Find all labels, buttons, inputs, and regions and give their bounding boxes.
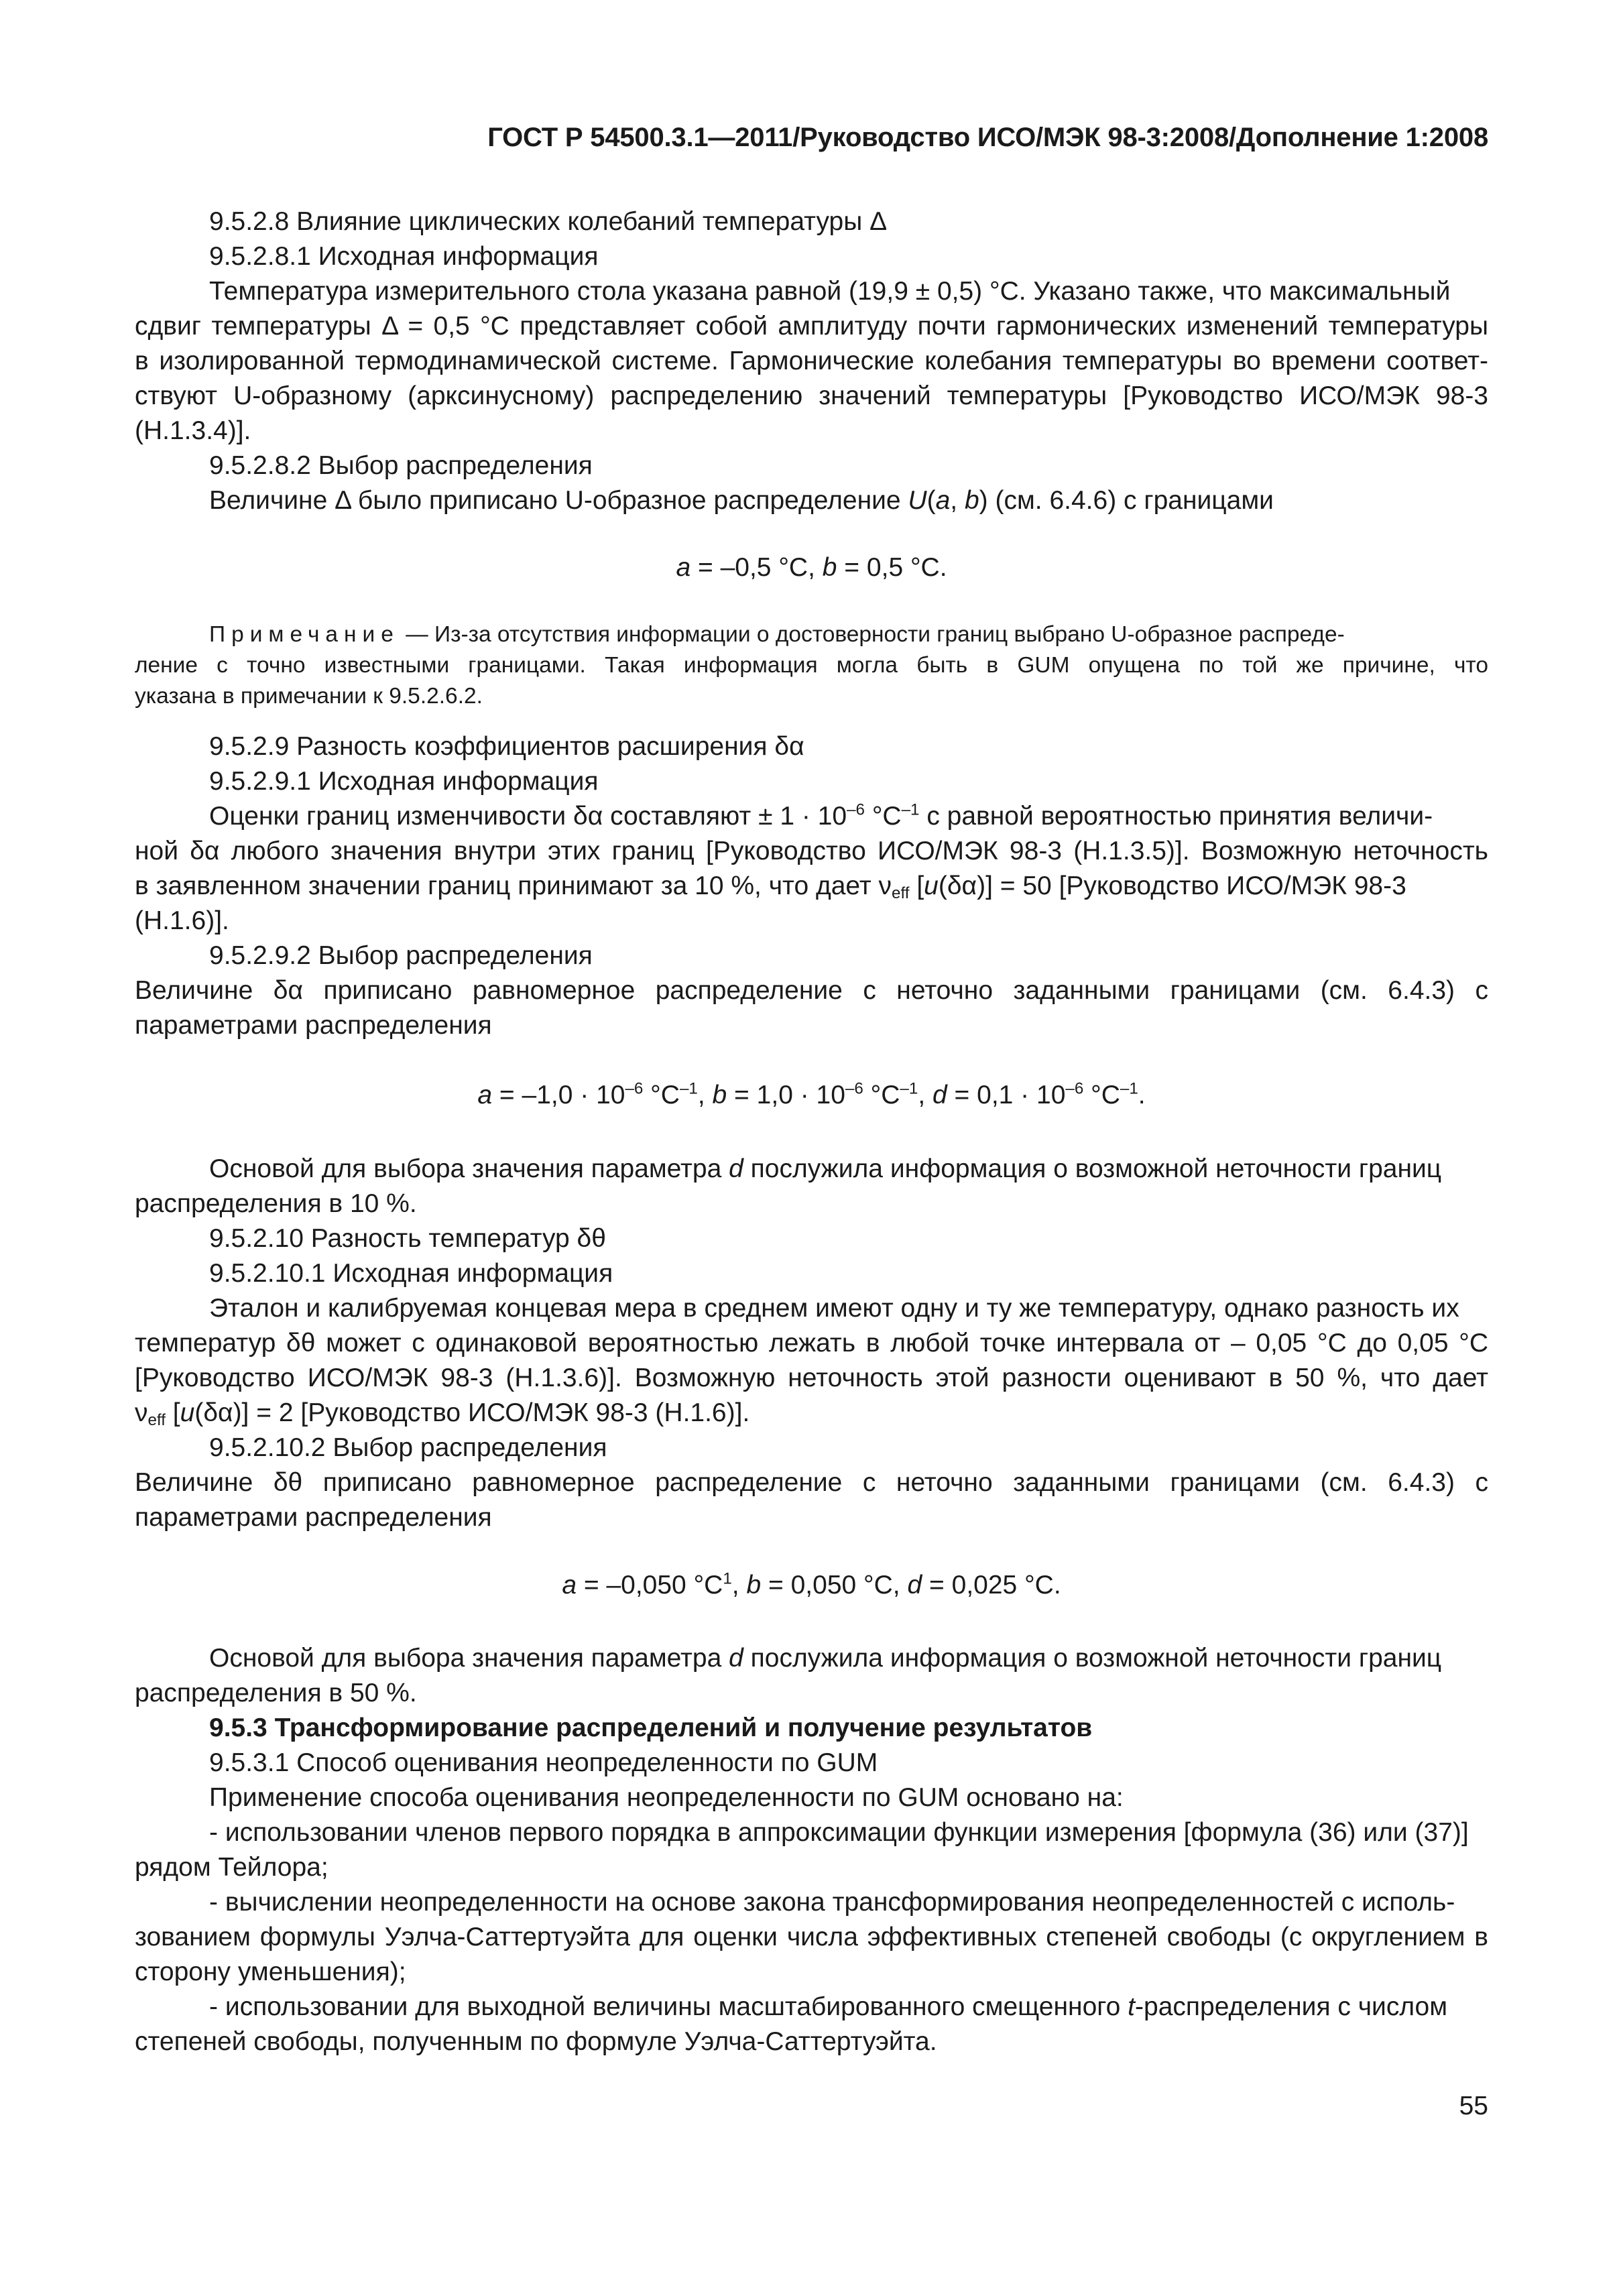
paragraph-line: Величине δα приписано равномерное распределение с неточно заданными границами (см. 6.4.3) с xyxy=(135,976,1488,1005)
paragraph-line: Величине δθ приписано равномерное распределение с неточно заданными границами (см. 6.4.3) с xyxy=(135,1468,1488,1497)
paragraph-line: Температура измерительного стола указана равной (19,9 ± 0,5) °С. Указано также, что максимальный xyxy=(209,277,1451,306)
paragraph-line: [Руководство ИСО/МЭК 98-3 (Н.1.3.6)]. Возможную неточность этой разности оценивают в 50 %, что дает xyxy=(135,1364,1488,1392)
formula-bounds-delta: a = –0,5 °С, b = 0,5 °С. xyxy=(676,553,947,582)
note-line: указана в примечании к 9.5.2.6.2. xyxy=(135,684,483,709)
list-item-line: зованием формулы Уэлча-Саттертуэйта для оценки числа эффективных степеней свободы (с округлением в xyxy=(135,1923,1488,1951)
paragraph-line: Оценки границ изменчивости δα составляют ± $1 \cdot 10^{-6}$ $^\circ С^{-1}$ с равной вероятностью принятия величи- xyxy=(209,800,1433,831)
note-line: Примечание — Из-за отсутствия информации о достоверности границ выбрано U-образное распреде- xyxy=(209,622,1345,647)
clause-9-5-2-10-title: 9.5.2.10 Разность температур δθ xyxy=(209,1224,606,1253)
clause-9-5-2-8-2-title: 9.5.2.8.2 Выбор распределения xyxy=(209,451,593,480)
page-number: 55 xyxy=(1459,2092,1488,2120)
paragraph-line: сдвиг температуры Δ = 0,5 °С представляет собой амплитуду почти гармонических изменений температуры xyxy=(135,312,1488,341)
list-item-line: сторону уменьшения); xyxy=(135,1957,406,1986)
paragraph-line: (Н.1.3.4)]. xyxy=(135,416,251,445)
paragraph-line: Основой для выбора значения параметра d послужила информация о возможной неточности границ xyxy=(209,1644,1442,1673)
clause-9-5-2-9-1-title: 9.5.2.9.1 Исходная информация xyxy=(209,767,599,796)
paragraph-line: Применение способа оценивания неопределенности по GUM основано на: xyxy=(209,1783,1124,1812)
paragraph-line: параметрами распределения xyxy=(135,1503,492,1532)
paragraph-line: распределения в 50 %. xyxy=(135,1679,417,1707)
clause-9-5-3-1-title: 9.5.3.1 Способ оценивания неопределенности по GUM xyxy=(209,1748,878,1777)
clause-9-5-2-8-title: 9.5.2.8 Влияние циклических колебаний температуры Δ xyxy=(209,207,888,236)
paragraph-line: распределения в 10 %. xyxy=(135,1189,417,1218)
paragraph-line: Величине Δ было приписано U-образное распределение U(a, b) (см. 6.4.6) с границами xyxy=(209,486,1274,515)
clause-9-5-2-9-2-title: 9.5.2.9.2 Выбор распределения xyxy=(209,941,593,970)
clause-9-5-2-10-2-title: 9.5.2.10.2 Выбор распределения xyxy=(209,1433,607,1462)
running-header: ГОСТ Р 54500.3.1—2011/Руководство ИСО/МЭК 98-3:2008/Дополнение 1:2008 xyxy=(487,123,1488,152)
list-item-line: - использовании для выходной величины масштабированного смещенного t-распределения с числом xyxy=(209,1992,1448,2021)
paragraph-line: ствуют U-образному (арксинусному) распределению значений температуры [Руководство ИСО/МЭК 98-3 xyxy=(135,381,1488,410)
paragraph-line: в изолированной термодинамической системе. Гармонические колебания температуры во времени соответ- xyxy=(135,347,1488,375)
note-line: ление с точно известными границами. Такая информация могла быть в GUM опущена по той же причине, что xyxy=(135,653,1488,678)
paragraph-line: Основой для выбора значения параметра d послужила информация о возможной неточности границ xyxy=(209,1154,1442,1183)
paragraph-line: $\nu_{eff}$ [u(δα)] = 2 [Руководство ИСО/МЭК 98-3 (Н.1.6)]. xyxy=(135,1398,750,1430)
clause-9-5-2-10-1-title: 9.5.2.10.1 Исходная информация xyxy=(209,1259,613,1288)
list-item-line: - вычислении неопределенности на основе закона трансформирования неопределенностей с исполь- xyxy=(209,1888,1455,1917)
note-label: Примечание xyxy=(209,622,400,647)
paragraph-line: температур δθ может с одинаковой вероятностью лежать в любой точке интервала от – 0,05 °С до 0,05 °С xyxy=(135,1329,1488,1357)
clause-9-5-2-8-1-title: 9.5.2.8.1 Исходная информация xyxy=(209,242,599,271)
paragraph-line: ной δα любого значения внутри этих границ [Руководство ИСО/МЭК 98-3 (Н.1.3.5)]. Возможную неточность xyxy=(135,837,1488,865)
list-item-line: рядом Тейлора; xyxy=(135,1853,328,1882)
formula-bounds-theta: a = –0,050 $^\circ С^1$, b = 0,050 °С, d = 0,025 °С. xyxy=(562,1569,1061,1599)
list-item-line: степеней свободы, полученным по формуле Уэлча-Саттертуэйта. xyxy=(135,2027,937,2056)
clause-9-5-3-title: 9.5.3 Трансформирование распределений и получение результатов xyxy=(209,1713,1093,1742)
paragraph-line: в заявленном значении границ принимают за 10 %, что дает $\nu_{eff}$ [u(δα)] = 50 [Руководство ИСО/МЭК 98-3 xyxy=(135,871,1406,903)
paragraph-line: Эталон и калибруемая концевая мера в среднем имеют одну и ту же температуру, однако разность их xyxy=(209,1294,1459,1323)
paragraph-line: параметрами распределения xyxy=(135,1011,492,1040)
list-item-line: - использовании членов первого порядка в аппроксимации функции измерения [формула (36) или (37)] xyxy=(209,1818,1469,1847)
formula-bounds-alpha: $a = -1,0 \cdot 10^{-6}$ $^\circ С^{-1}$, $b = 1,0 \cdot 10^{-6}$ $^\circ С^{-1}$, $d = 0,1 \cdot 10^{-6}$ $^\circ С^{-1}$. xyxy=(477,1079,1146,1109)
clause-9-5-2-9-title: 9.5.2.9 Разность коэффициентов расширения δα xyxy=(209,732,804,761)
paragraph-line: (Н.1.6)]. xyxy=(135,906,229,935)
